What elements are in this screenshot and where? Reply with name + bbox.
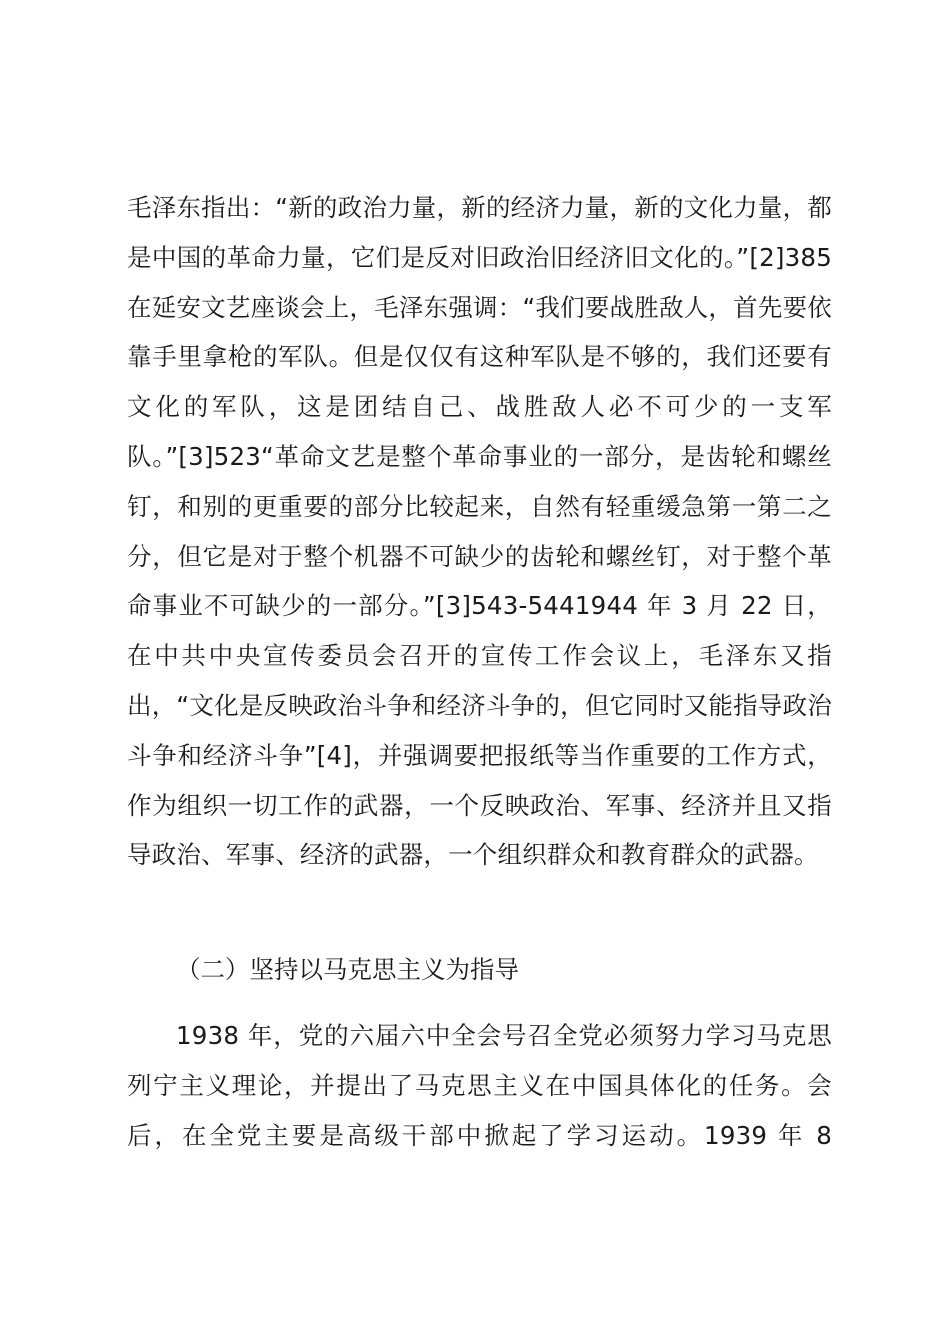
body-paragraph-1: 毛泽东指出：“新的政治力量，新的经济力量，新的文化力量，都是中国的革命力量，它们是反对旧政治旧经济旧文化的。”[2]385 在延安文艺座谈会上，毛泽东强调：“我们要战胜敌人，首先要依靠手里拿枪的军队。但是仅仅有这种军队是不够的，我们还要有文化的军队，这是团结自己、战胜敌人必不可少的一支军队。”[3]523“革命文艺是整个革命事业的一部分，是齿轮和螺丝钉，和别的更重要的部分比较起来，自然有轻重缓急第一第二之分，但它是对于整个机器不可缺少的齿轮和螺丝钉，对于整个革命事业不可缺少的一部分。”[3]543-5441944 年 3 月 22 日，在中共中央宣传委员会召开的宣传工作会议上，毛泽东又指出，“文化是反映政治斗争和经济斗争的，但它同时又能指导政治斗争和经济斗争”[4]，并强调要把报纸等当作重要的工作方式，作为组织一切工作的武器，一个反映政治、军事、经济并且又指导政治、军事、经济的武器，一个组织群众和教育群众的武器。 bbox=[127, 193, 832, 870]
section-heading: （二）坚持以马克思主义为指导 bbox=[176, 955, 519, 984]
body-paragraph-2: 1938 年，党的六届六中全会号召全党必须努力学习马克思列宁主义理论，并提出了马克思主义在中国具体化的任务。会后，在全党主要是高级干部中掀起了学习运动。1939 年 8 bbox=[127, 1021, 832, 1150]
